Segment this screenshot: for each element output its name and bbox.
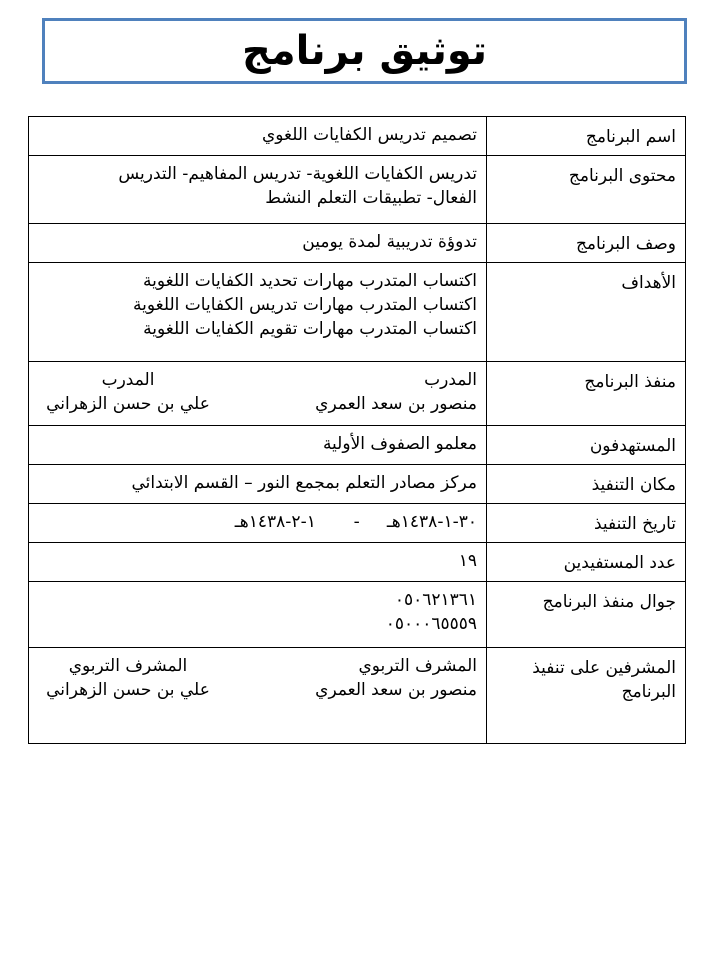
title-box (42, 18, 687, 84)
label-program-content: محتوى البرنامج (487, 156, 686, 224)
content-line: تدريس الكفايات اللغوية- تدريس المفاهيم- التدريس (118, 164, 477, 184)
mobile-line: ٠٥٠٦٢١٣٦١ (394, 590, 477, 610)
objective-line: اكتساب المتدرب مهارات تدريس الكفايات اللغوية (133, 295, 477, 315)
implementer-name-2: علي بن حسن الزهراني (46, 394, 210, 414)
label-date: تاريخ التنفيذ (487, 504, 686, 543)
supervisor-role-1: المشرف التربوي (358, 656, 477, 676)
label-beneficiaries: المستهدفون (487, 426, 686, 465)
label-implementer: منفذ البرنامج (487, 362, 686, 426)
supervisor-name-1: منصور بن سعد العمري (315, 680, 477, 700)
mobile-line: ٠٥٠٠٠٦٥٥٥٩ (385, 614, 477, 634)
value-mobile (29, 582, 487, 648)
supervisor-names (38, 678, 477, 702)
content-line: الفعال- تطبيقات التعلم النشط (265, 188, 477, 208)
row-implementer (29, 362, 686, 426)
label-program-name: اسم البرنامج (487, 117, 686, 156)
label-location: مكان التنفيذ (487, 465, 686, 504)
label-supervisors: المشرفين على تنفيذ البرنامج (487, 648, 686, 744)
objective-line: اكتساب المتدرب مهارات تحديد الكفايات اللغوية (143, 271, 477, 291)
implementer-role-1: المدرب (424, 370, 477, 390)
supervisor-roles (38, 654, 477, 678)
row-objectives (29, 263, 686, 362)
supervisor-role-2: المشرف التربوي (68, 656, 188, 676)
row-program-content (29, 156, 686, 224)
implementer-roles (38, 368, 477, 392)
value-date (29, 504, 487, 543)
row-date (29, 504, 686, 543)
label-objectives: الأهداف (487, 263, 686, 362)
row-program-name (29, 117, 686, 156)
page-title: توثيق برنامج (242, 28, 487, 74)
value-beneficiaries: معلمو الصفوف الأولية (29, 426, 487, 465)
implementer-names (38, 392, 477, 416)
value-supervisors (29, 648, 487, 744)
program-table (28, 116, 686, 744)
implementer-role-2: المدرب (101, 370, 155, 390)
label-program-description: وصف البرنامج (487, 224, 686, 263)
row-mobile (29, 582, 686, 648)
label-count: عدد المستفيدين (487, 543, 686, 582)
value-location: مركز مصادر التعلم بمجمع النور – القسم الابتدائي (29, 465, 487, 504)
value-program-description: تدوؤة تدريبية لمدة يومين (29, 224, 487, 263)
implementer-name-1: منصور بن سعد العمري (315, 394, 477, 414)
objective-line: اكتساب المتدرب مهارات تقويم الكفايات اللغوية (143, 319, 477, 339)
value-count: ١٩ (29, 543, 487, 582)
row-location (29, 465, 686, 504)
row-supervisors (29, 648, 686, 744)
date-text: ٣٠-١-١٤٣٨هـ - ١-٢-١٤٣٨هـ (234, 512, 477, 532)
value-program-content (29, 156, 487, 224)
value-program-name: تصميم تدريس الكفايات اللغوي (29, 117, 487, 156)
label-mobile: جوال منفذ البرنامج (487, 582, 686, 648)
row-beneficiaries (29, 426, 686, 465)
row-program-description (29, 224, 686, 263)
supervisor-name-2: علي بن حسن الزهراني (46, 680, 210, 700)
value-objectives (29, 263, 487, 362)
row-count (29, 543, 686, 582)
value-implementer (29, 362, 487, 426)
